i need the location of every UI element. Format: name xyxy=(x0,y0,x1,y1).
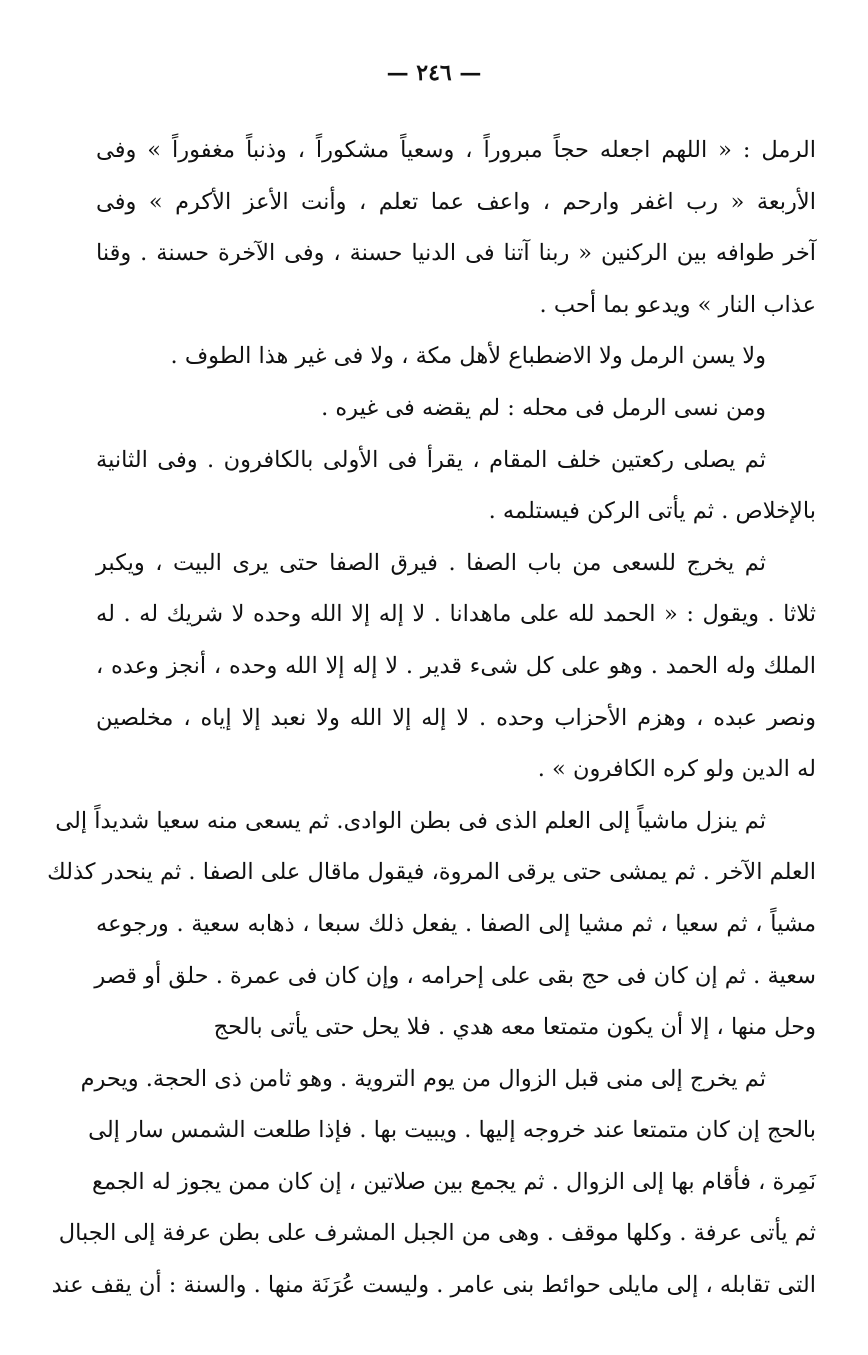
text-line: الملك وله الحمد . وهو على كل شىء قدير . لا إله إلا الله وحده ، أنجز وعده ، xyxy=(96,652,816,679)
text-line: التى تقابله ، إلى مايلى حوائط بنى عامر . وليست عُرَنَة منها . والسنة : أن يقف عند xyxy=(51,1272,816,1299)
text-line: ثم يخرج للسعى من باب الصفا . فيرق الصفا حتى يرى البيت ، ويكبر xyxy=(96,549,766,576)
text-line: سعية . ثم إن كان فى حج بقى على إحرامه ، وإن كان فى عمرة . حلق أو قصر xyxy=(94,962,816,989)
text-line: آخر طوافه بين الركنين « ربنا آتنا فى الدنيا حسنة ، وفى الآخرة حسنة . وقنا xyxy=(96,240,816,267)
text-line: نَمِرة ، فأقام بها إلى الزوال . ثم يجمع بين صلاتين ، إن كان ممن يجوز له الجمع xyxy=(92,1168,816,1195)
text-line: ولا يسن الرمل ولا الاضطباع لأهل مكة ، ولا فى غير هذا الطوف . xyxy=(170,343,766,370)
text-line: ونصر عبده ، وهزم الأحزاب وحده . لا إله إلا الله ولا نعبد إلا إياه ، مخلصين xyxy=(96,704,816,731)
text-line: ثم يخرج إلى منى قبل الزوال من يوم التروية . وهو ثامن ذى الحجة. ويحرم xyxy=(80,1065,766,1092)
text-line: الرمل : « اللهم اجعله حجاً مبروراً ، وسعياً مشكوراً ، وذنباً مغفوراً » وفى xyxy=(96,137,816,163)
text-line: ثلاثا . ويقول : « الحمد لله على ماهدانا . لا إله إلا الله وحده لا شريك له . له xyxy=(96,601,816,628)
text-line: مشياً ، ثم سعيا ، ثم مشيا إلى الصفا . يفعل ذلك سبعا ، ذهابه سعية . ورجوعه xyxy=(96,910,816,937)
page-number: — ٢٤٦ — xyxy=(386,60,482,86)
text-line: بالحج إن كان متمتعا عند خروجه إليها . ويبيت بها . فإذا طلعت الشمس سار إلى xyxy=(88,1117,816,1144)
text-line: ومن نسى الرمل فى محله : لم يقضه فى غيره . xyxy=(321,394,766,421)
text-line: له الدين ولو كره الكافرون » . xyxy=(537,756,816,783)
text-line: عذاب النار » ويدعو بما أحب . xyxy=(539,291,816,318)
body-text xyxy=(47,125,816,1312)
text-line: الأربعة « رب اغفر وارحم ، واعف عما تعلم ، وأنت الأعز الأكرم » وفى xyxy=(96,188,816,215)
text-line: ثم يأتى عرفة . وكلها موقف . وهى من الجبل المشرف على بطن عرفة إلى الجبال xyxy=(58,1220,816,1247)
text-line: وحل منها ، إلا أن يكون متمتعا معه هدي . فلا يحل حتى يأتى بالحج xyxy=(213,1014,816,1041)
text-line: ثم ينزل ماشياً إلى العلم الذى فى بطن الوادى. ثم يسعى منه سعيا شديداً إلى xyxy=(55,807,766,834)
text-line: العلم الآخر . ثم يمشى حتى يرقى المروة، فيقول ماقال على الصفا . ثم ينحدر كذلك xyxy=(47,859,816,886)
text-line: بالإخلاص . ثم يأتى الركن فيستلمه . xyxy=(488,498,816,525)
text-line: ثم يصلى ركعتين خلف المقام ، يقرأ فى الأولى بالكافرون . وفى الثانية xyxy=(96,446,766,473)
